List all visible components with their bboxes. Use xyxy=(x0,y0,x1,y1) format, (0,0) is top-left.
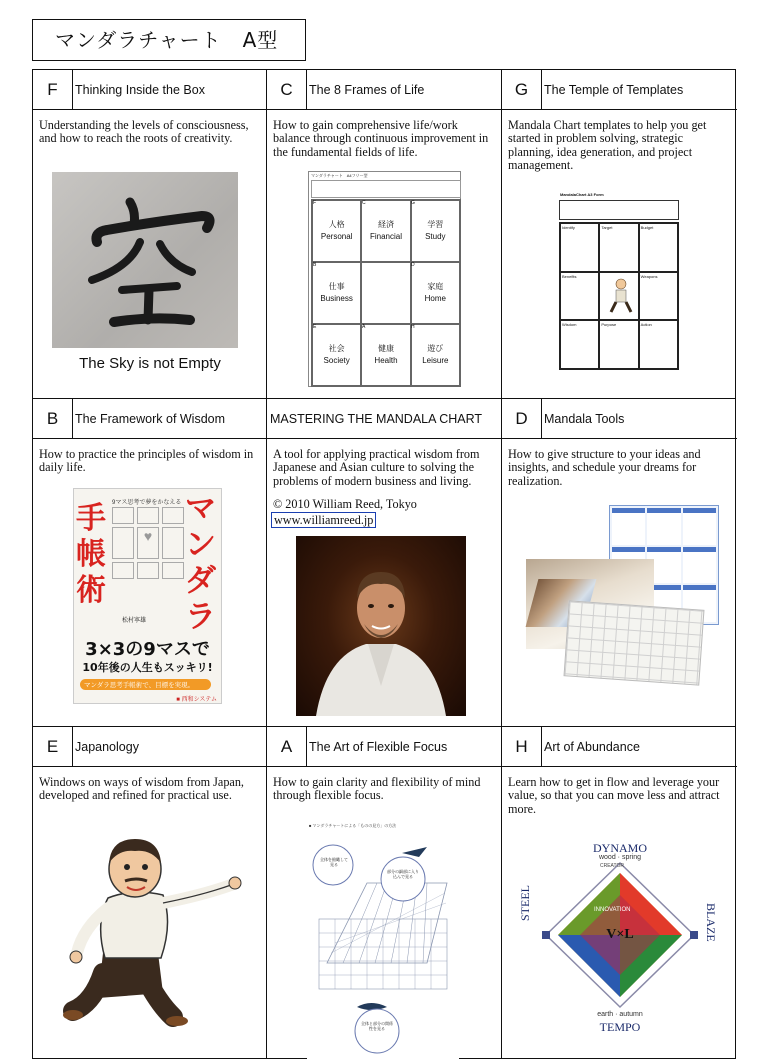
sky-calligraphy-image xyxy=(52,172,238,348)
cell-letter: G xyxy=(502,70,542,109)
cell-b xyxy=(33,399,267,727)
cell-title: The Framework of Wisdom xyxy=(75,412,226,426)
focus-circle-3: 全体と部分の関係性を見る xyxy=(361,1021,393,1031)
cell-letter: B xyxy=(33,399,73,438)
dynamo-top-label: DYNAMO xyxy=(593,841,647,855)
book-tagline: 9マス思考で夢をかなえる xyxy=(112,500,182,506)
cell-description: Understanding the levels of consciousness, and how to reach the roots of creativity. xyxy=(39,118,249,146)
template-cell: Benefits xyxy=(560,272,599,321)
cell-e xyxy=(33,727,267,1060)
dynamo-top-sub: wood · spring xyxy=(598,854,642,861)
cell-letter: C xyxy=(267,70,307,109)
template-cell-center xyxy=(599,272,638,321)
template-chart-header: MandalaChart A3 Form xyxy=(560,192,604,197)
frames-corner-letter: D xyxy=(411,262,415,268)
book-title-left: 術 xyxy=(76,573,106,608)
frames-cell: 家庭 Home xyxy=(411,262,460,324)
cell-title: The Art of Flexible Focus xyxy=(309,740,448,754)
frames-cell: 社会 Society xyxy=(312,324,361,386)
template-chart-grid xyxy=(559,222,679,370)
book-title-right: ン xyxy=(185,527,216,563)
template-cell: Target xyxy=(599,223,638,272)
frames-cell xyxy=(361,262,410,324)
cell-title: The 8 Frames of Life xyxy=(309,83,425,97)
focus-circle-1: 全体を俯瞰して見る xyxy=(320,857,348,867)
cell-title: The Temple of Templates xyxy=(544,83,684,97)
cell-c xyxy=(267,70,502,399)
dynamo-bottom-sub: earth · autumn xyxy=(597,1011,643,1018)
book-line1: 3×3の9マスで xyxy=(85,639,210,660)
book-cover-image: 9マス思考で夢をかなえる 手 帳 術 マ ン ダ ラ ♥ 松村寧雄 3×3の9マスで 10年後の人生もスッキリ! マンダラ思考手帳術で、目標を実現。 ■ 西和システム xyxy=(73,488,222,704)
book-title-left: 帳 xyxy=(76,537,106,572)
wealth-dynamics-diagram xyxy=(518,841,718,1043)
frames-chart-grid xyxy=(311,199,461,387)
running-man-illustration xyxy=(63,833,243,1033)
cell-g xyxy=(502,70,737,399)
book-title-right: ダ xyxy=(185,563,216,599)
frames-corner-letter: G xyxy=(411,200,415,206)
focus-diagram-header: ■ マンダラチャートによる「ものの見方」の方法 xyxy=(309,823,397,828)
frames-cell: 遊び Leisure xyxy=(411,324,460,386)
focus-circle-2: 部分の細部に入り込んで見る xyxy=(387,869,419,879)
cell-f xyxy=(33,70,267,399)
dynamo-ring-label: CREATOR xyxy=(600,863,624,869)
book-title-left: 手 xyxy=(76,501,106,536)
cell-title: Thinking Inside the Box xyxy=(75,83,205,97)
cell-h xyxy=(502,727,737,1060)
cell-d xyxy=(502,399,737,727)
cell-letter: A xyxy=(267,727,307,766)
cell-title: Japanology xyxy=(75,740,139,754)
frames-cell: 健康 Health xyxy=(361,324,410,386)
running-man-icon xyxy=(63,833,243,1033)
cell-title: Mandala Tools xyxy=(544,412,625,426)
frames-cell: 仕事 Business xyxy=(312,262,361,324)
book-title-right: マ xyxy=(185,491,216,527)
cell-center xyxy=(267,399,502,727)
cell-description: Learn how to get in flow and leverage your value, so that you can move less and attract more. xyxy=(508,775,720,816)
book-banner: マンダラ思考手帳術で、目標を実現。 xyxy=(80,679,211,690)
book-line2: 10年後の人生もスッキリ! xyxy=(82,661,213,674)
cell-description: A tool for applying practical wisdom from Japanese and Asian culture to solving the problems of modern business and living. xyxy=(273,447,480,488)
template-cell: Weapons xyxy=(639,272,678,321)
template-cell: Budget xyxy=(639,223,678,272)
website-link[interactable]: www.williamreed.jp xyxy=(271,512,376,528)
frames-corner-letter: F xyxy=(313,200,317,206)
frames-cell: 学習 Study xyxy=(411,200,460,262)
template-cell: Identify xyxy=(560,223,599,272)
cell-description: Windows on ways of wisdom from Japan, developed and refined for practical use. xyxy=(39,775,244,803)
author-portrait-photo xyxy=(296,536,466,716)
template-chart xyxy=(559,192,679,370)
cell-letter: D xyxy=(502,399,542,438)
dynamo-center-label: V×L xyxy=(606,927,634,942)
frames-cell: 人格 Personal xyxy=(312,200,361,262)
cell-description: Mandala Chart templates to help you get started in problem solving, strategic planning, idea generation, and project management. xyxy=(508,118,707,173)
frames-corner-letter: A xyxy=(362,324,366,330)
frames-corner-letter: E xyxy=(313,324,317,330)
mandala-tools-collage xyxy=(526,505,736,705)
frames-corner-letter: C xyxy=(362,200,366,206)
copyright-text: © 2010 William Reed, Tokyo xyxy=(273,497,417,511)
dynamo-right-label: BLAZE xyxy=(704,903,718,942)
running-man-icon xyxy=(601,274,639,320)
cell-description: How to give structure to your ideas and insights, and schedule your dreams for realization. xyxy=(508,447,701,488)
cell-title: Art of Abundance xyxy=(544,740,640,754)
cell-description: How to practice the principles of wisdom in daily life. xyxy=(39,447,254,475)
cell-letter: E xyxy=(33,727,73,766)
book-publisher: ■ 西和システム xyxy=(176,697,217,703)
book-author: 松村寧雄 xyxy=(122,618,147,624)
page-title: マンダラチャート A型 xyxy=(32,19,306,61)
frames-corner-letter: B xyxy=(313,262,317,268)
mandala-grid xyxy=(32,69,736,1059)
cell-letter: H xyxy=(502,727,542,766)
frames-cell: 経済 Financial xyxy=(361,200,410,262)
frames-chart-header: マンダラチャート A4フリー型 xyxy=(311,173,368,178)
cell-letter: F xyxy=(33,70,73,109)
cell-description: How to gain clarity and flexibility of mind through flexible focus. xyxy=(273,775,481,803)
frames-corner-letter: H xyxy=(411,324,415,330)
dynamo-bottom-label: TEMPO xyxy=(599,1020,641,1034)
template-cell: Action xyxy=(639,320,678,369)
template-cell: Purpose xyxy=(599,320,638,369)
center-title: MASTERING THE MANDALA CHART xyxy=(270,412,483,426)
template-cell: Wisdom xyxy=(560,320,599,369)
cell-description: How to gain comprehensive life/work balance through continuous improvement in the fundamental fields of life. xyxy=(273,118,489,159)
dynamo-inner-label: INNOVATION xyxy=(594,907,631,913)
book-title-right: ラ xyxy=(185,599,216,635)
image-caption: The Sky is not Empty xyxy=(79,355,221,372)
cell-a xyxy=(267,727,502,1060)
eight-frames-chart xyxy=(308,171,461,387)
dynamo-left-label: STEEL xyxy=(518,885,532,921)
